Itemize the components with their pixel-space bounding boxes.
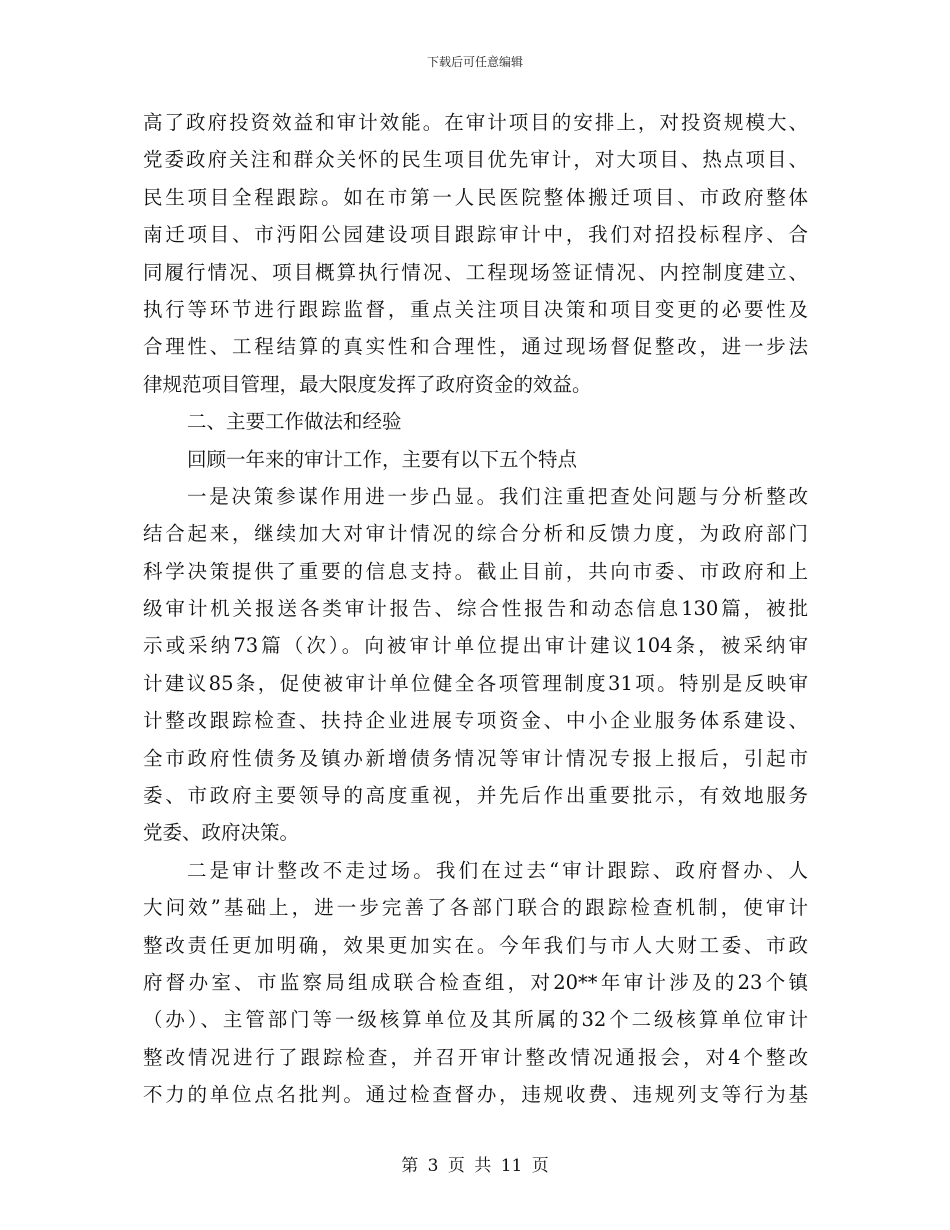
document-body [143, 104, 808, 1114]
body-line-19: 委、市政府主要领导的高度重视，并先后作出重要批示，有效地服务 [143, 784, 808, 808]
body-line-15: 示或采纳73篇（次）。向被审计单位提出审计建议104条，被采纳审 [143, 634, 808, 658]
body-line-18: 全市政府性债务及镇办新增债务情况等审计情况专报上报后，引起市 [143, 746, 808, 770]
body-line-17: 计整改跟踪检查、扶持企业进展专项资金、中小企业服务体系建设、 [143, 709, 808, 733]
body-line-13: 科学决策提供了重要的信息支持。截止目前，共向市委、市政府和上 [143, 559, 808, 583]
body-line-8: 律规范项目管理，最大限度发挥了政府资金的效益。 [143, 372, 592, 396]
body-line-22: 大问效”基础上，进一步完善了各部门联合的跟踪检查机制，使审计 [143, 896, 808, 920]
body-line-24: 府督办室、市监察局组成联合检查组，对20**年审计涉及的23个镇 [143, 970, 808, 994]
body-line-11: 一是决策参谋作用进一步凸显。我们注重把查处问题与分析整改 [187, 484, 808, 508]
body-line-10: 回顾一年来的审计工作，主要有以下五个特点 [187, 447, 578, 471]
body-line-7: 合理性、工程结算的真实性和合理性，通过现场督促整改，进一步法 [143, 335, 808, 359]
body-line-4: 南迁项目、市沔阳公园建设项目跟踪审计中，我们对招投标程序、合 [143, 223, 808, 247]
body-line-16: 计建议85条，促使被审计单位健全各项管理制度31项。特别是反映审 [143, 671, 808, 695]
body-line-2: 党委政府关注和群众关怀的民生项目优先审计，对大项目、热点项目、 [143, 148, 808, 172]
body-line-5: 同履行情况、项目概算执行情况、工程现场签证情况、内控制度建立、 [143, 260, 808, 284]
page-footer: 第 3 页 共 11 页 [401, 1156, 549, 1176]
body-line-25: （办）、主管部门等一级核算单位及其所属的32个二级核算单位审计 [143, 1008, 808, 1032]
body-line-3: 民生项目全程跟踪。如在市第一人民医院整体搬迁项目、市政府整体 [143, 185, 808, 209]
page-header: 下载后可任意编辑 [426, 55, 523, 69]
body-line-12: 结合起来，继续加大对审计情况的综合分析和反馈力度，为政府部门 [143, 522, 808, 546]
body-line-21: 二是审计整改不走过场。我们在过去“审计跟踪、政府督办、人 [187, 858, 808, 882]
body-line-20: 党委、政府决策。 [143, 821, 300, 845]
body-line-23: 整改责任更加明确，效果更加实在。今年我们与市人大财工委、市政 [143, 933, 808, 957]
body-line-27: 不力的单位点名批判。通过检查督办，违规收费、违规列支等行为基 [143, 1083, 808, 1107]
section-heading: 二、主要工作做法和经验 [187, 410, 402, 434]
body-line-1: 高了政府投资效益和审计效能。在审计项目的安排上，对投资规模大、 [143, 111, 808, 134]
body-line-6: 执行等环节进行跟踪监督，重点关注项目决策和项目变更的必要性及 [143, 297, 808, 321]
body-line-14: 级审计机关报送各类审计报告、综合性报告和动态信息130篇，被批 [143, 597, 808, 621]
body-line-26: 整改情况进行了跟踪检查，并召开审计整改情况通报会，对4个整改 [143, 1045, 808, 1069]
